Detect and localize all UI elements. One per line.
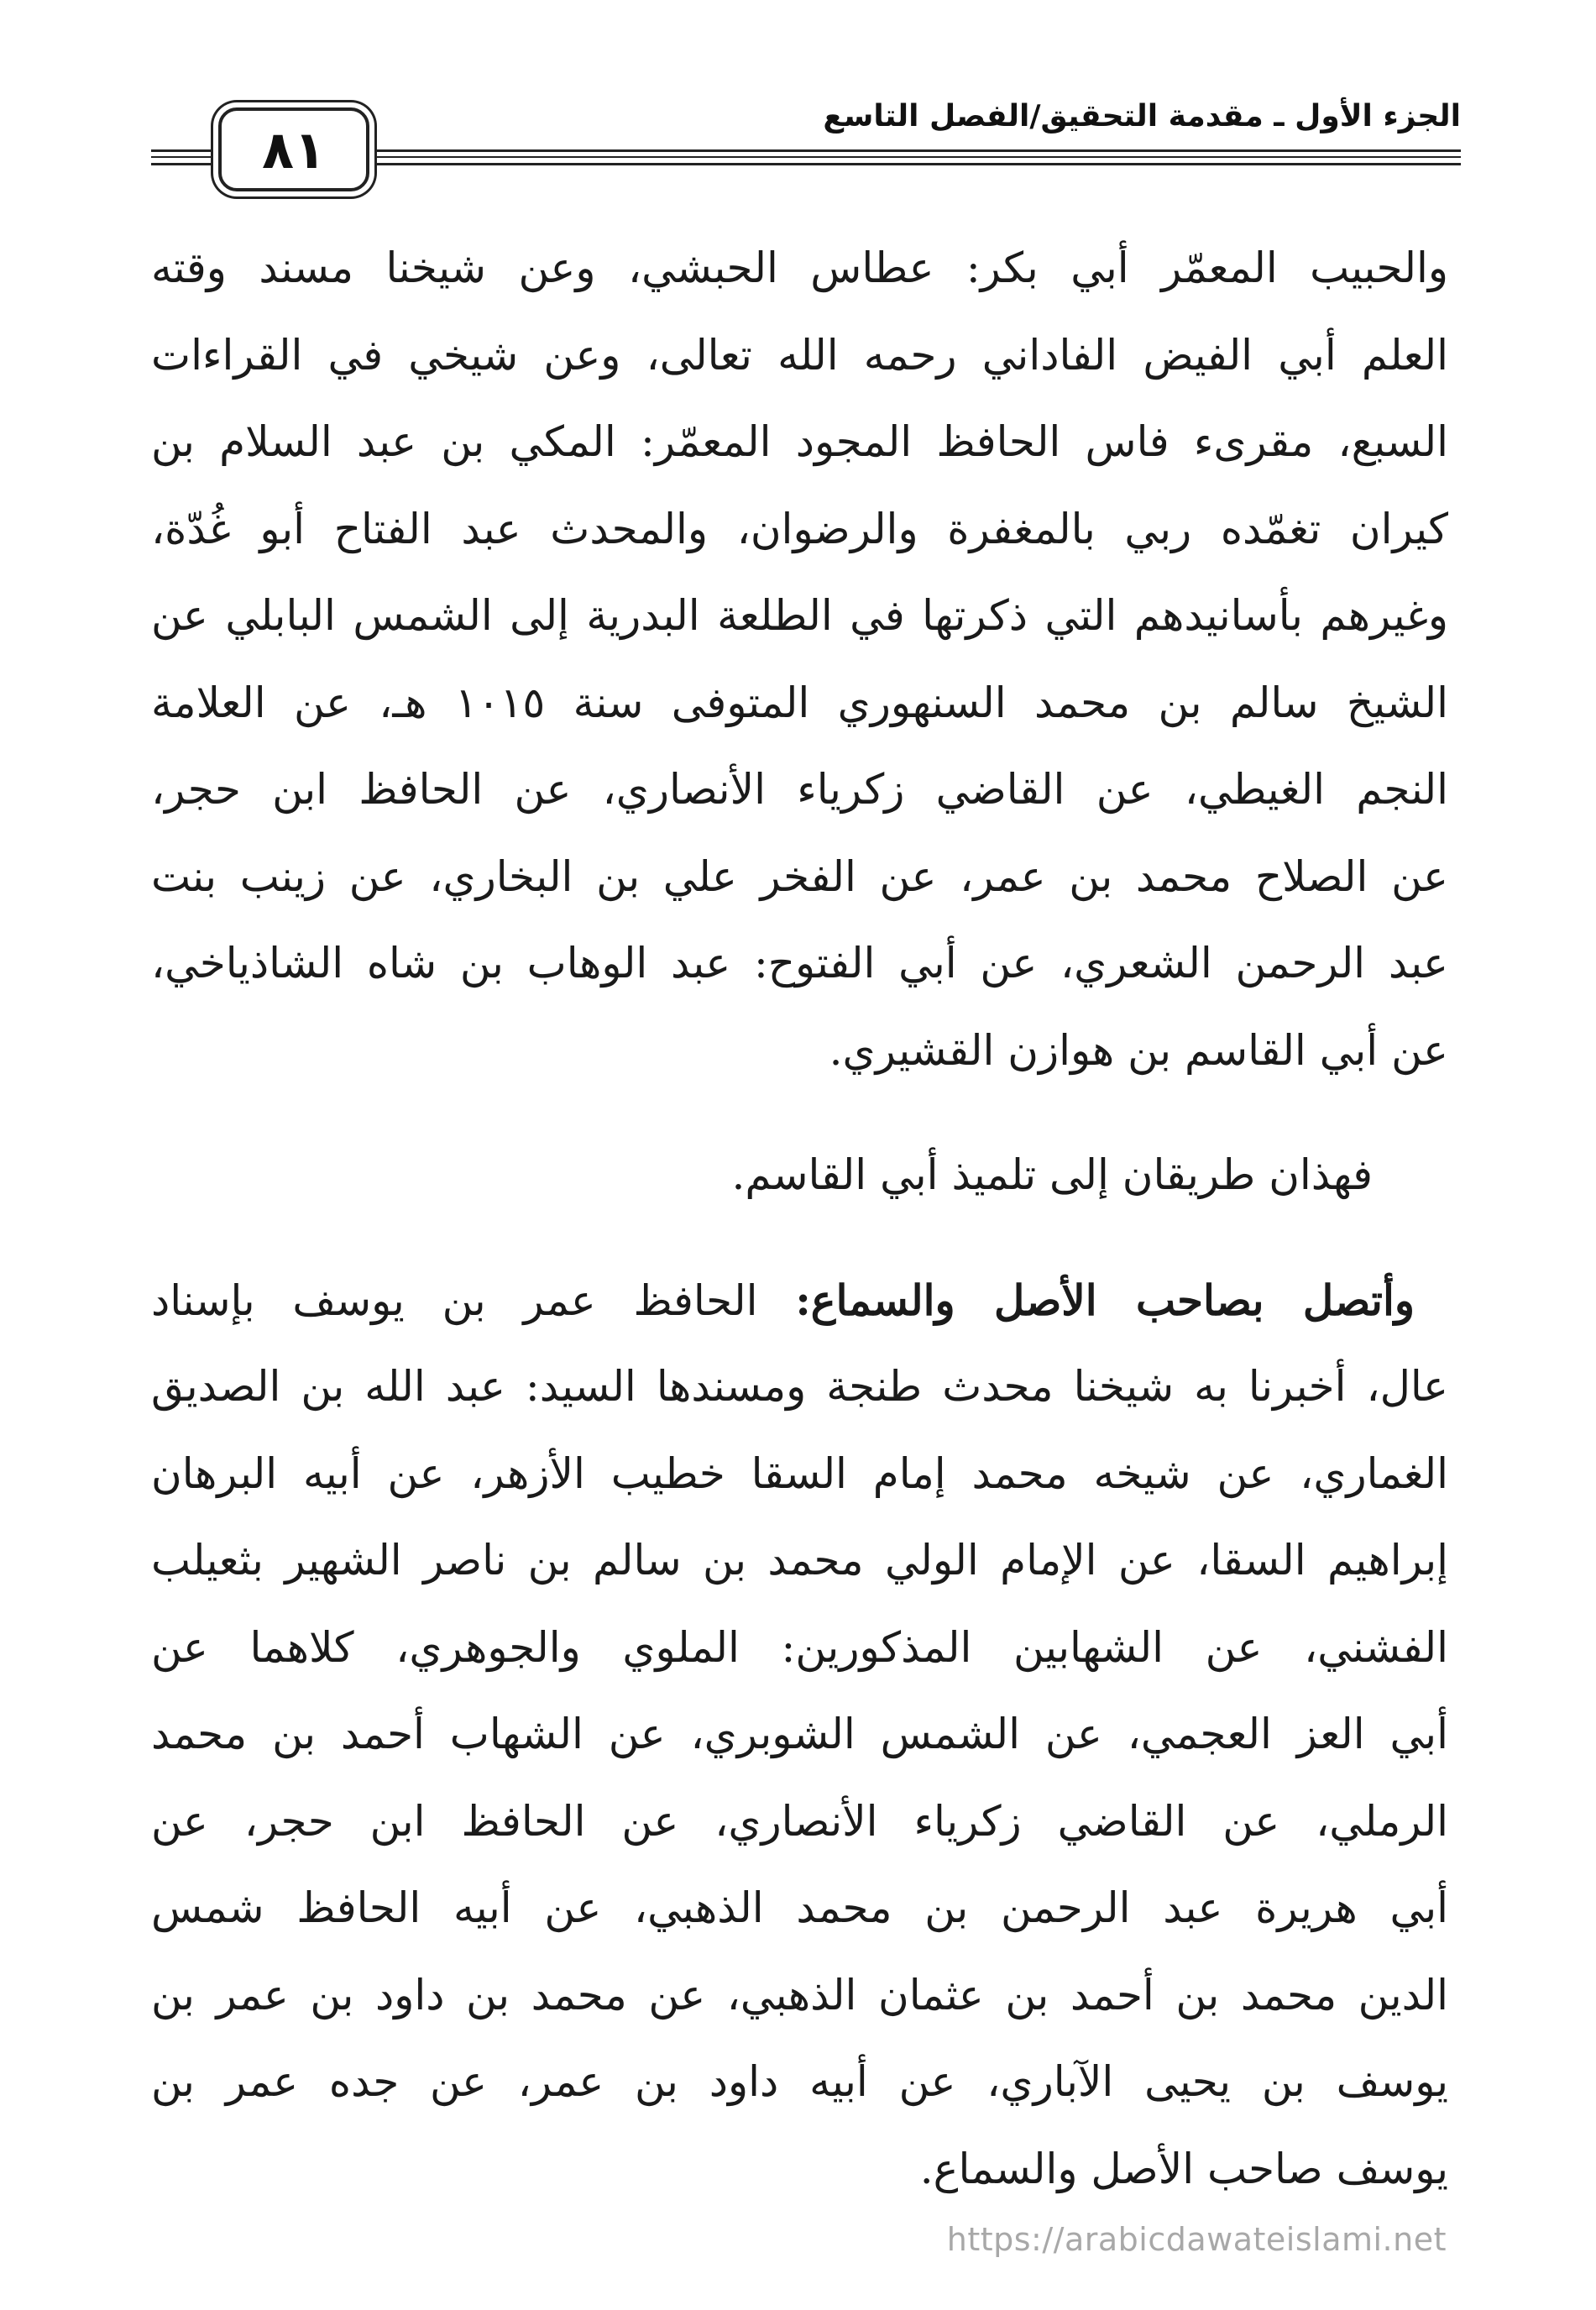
text-line: يوسف بن يحيى الآباري، عن أبيه داود بن عمر، عن جده عمر بن <box>151 2057 1448 2106</box>
paragraph-lead: وأتصل بصاحب الأصل والسماع: <box>795 1275 1415 1325</box>
text-line: أبي العز العجمي، عن الشمس الشوبري، عن الشهاب أحمد بن محمد <box>151 1710 1448 1758</box>
text-line: يوسف صاحب الأصل والسماع. <box>919 2144 1448 2193</box>
page-number: ٨١ <box>262 118 326 181</box>
page-number-frame <box>218 107 369 191</box>
text-line: إبراهيم السقا، عن الإمام الولي محمد بن سالم بن ناصر الشهير بثعيلب <box>151 1536 1448 1585</box>
text-line: والحبيب المعمّر أبي بكر: عطاس الحبشي، وعن شيخنا مسند وقته <box>151 244 1448 292</box>
paragraph-3 <box>151 1257 1448 2213</box>
text-line: وغيرهم بأسانيدهم التي ذكرتها في الطلعة البدرية إلى الشمس البابلي عن <box>151 591 1448 640</box>
text-line: الغماري، عن شيخه محمد إمام السقا خطيب الأزهر، عن أبيه البرهان <box>151 1448 1448 1498</box>
text-line: عن الصلاح محمد بن عمر، عن الفخر علي بن البخاري، عن زينب بنت <box>151 851 1448 901</box>
text-line: النجم الغيطي، عن القاضي زكرياء الأنصاري، عن الحافظ ابن حجر، <box>151 765 1448 814</box>
page-body <box>151 225 1448 2213</box>
text-line: السبع، مقرىء فاس الحافظ المجود المعمّر: المكي بن عبد السلام بن <box>151 417 1448 466</box>
text-line: الدين محمد بن أحمد بن عثمان الذهبي، عن محمد بن داود بن عمر بن <box>151 1970 1448 2019</box>
paragraph-lead-rest: الحافظ عمر بن يوسف بإسناد <box>151 1275 796 1325</box>
watermark-url: https://arabicdawateislami.net <box>946 2221 1447 2258</box>
text-line: العلم أبي الفيض الفاداني رحمه الله تعالى، وعن شيخي في القراءات <box>151 330 1448 380</box>
text-line: كيران تغمّده ربي بالمغفرة والرضوان، والمحدث عبد الفتاح أبو غُدّة، <box>151 504 1448 553</box>
text-line: عبد الرحمن الشعري، عن أبي الفتوح: عبد الوهاب بن شاه الشاذياخي، <box>151 939 1448 987</box>
text-line: أبي هريرة عبد الرحمن بن محمد الذهبي، عن أبيه الحافظ شمس <box>151 1883 1448 1932</box>
paragraph-1 <box>151 225 1448 1094</box>
text-line: عن أبي القاسم بن هوازن القشيري. <box>829 1025 1448 1075</box>
running-head: الجزء الأول ـ مقدمة التحقيق/الفصل التاسع <box>823 99 1461 134</box>
page-header <box>151 92 1461 193</box>
text-line: الشيخ سالم بن محمد السنهوري المتوفى سنة ١٠١٥ هـ، عن العلامة <box>151 678 1448 727</box>
text-line <box>151 1257 1448 1344</box>
text-line: عال، أخبرنا به شيخنا محدث طنجة ومسندها السيد: عبد الله بن الصديق <box>151 1362 1448 1411</box>
paragraph-2: فهذان طريقان إلى تلميذ أبي القاسم. <box>731 1150 1373 1199</box>
text-line: الرملي، عن القاضي زكرياء الأنصاري، عن الحافظ ابن حجر، عن <box>151 1796 1448 1846</box>
text-line: الفشني، عن الشهابين المذكورين: الملوي والجوهري، كلاهما عن <box>151 1622 1448 1672</box>
